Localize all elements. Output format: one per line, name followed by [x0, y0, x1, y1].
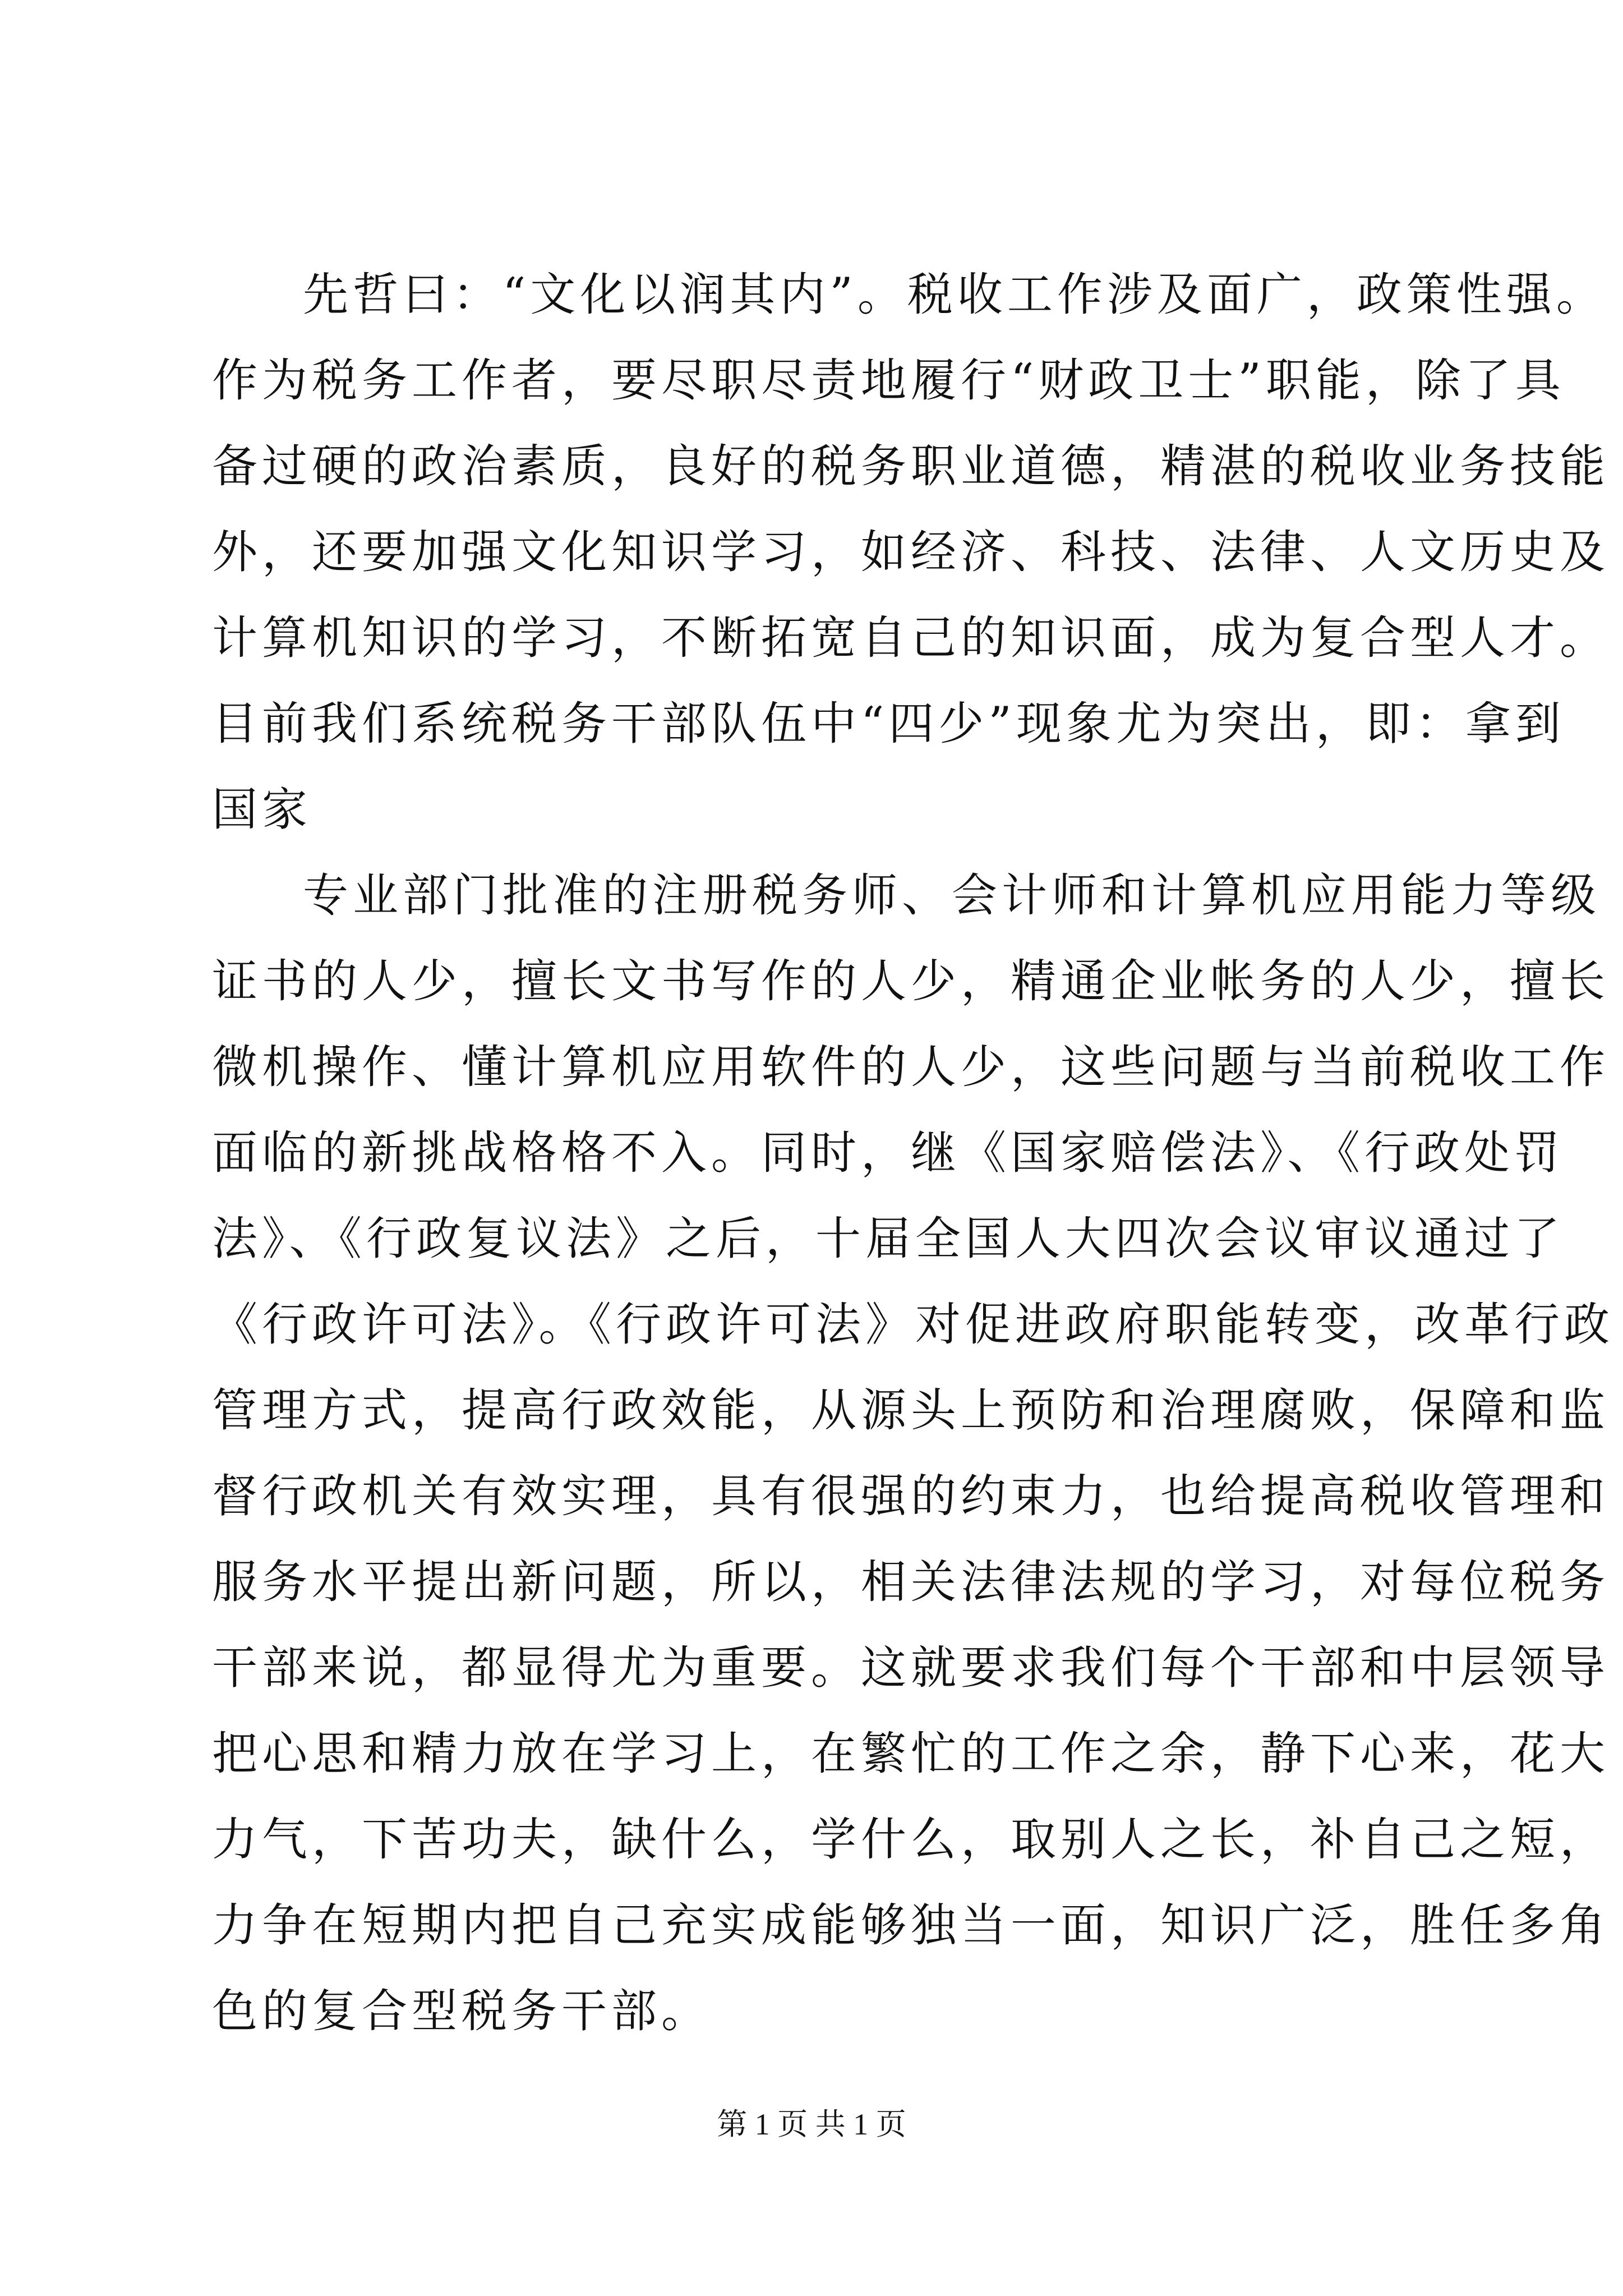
- text-line: 色的复合型税务干部。: [212, 1985, 712, 2038]
- text-line: 目前我们系统税务干部队伍中“四少”现象尤为突出，即：拿到: [212, 698, 1565, 751]
- text-line: 把心思和精力放在学习上，在繁忙的工作之余，静下心来，花大: [212, 1728, 1610, 1780]
- text-line: 证书的人少，擅长文书写作的人少，精通企业帐务的人少，擅长: [212, 955, 1610, 1008]
- text-line: 法》、《行政复议法》之后，十届全国人大四次会议审议通过了: [212, 1213, 1565, 1266]
- text-line: 先哲曰：“文化以润其内”。税收工作涉及面广，政策性强。: [303, 269, 1606, 321]
- text-line: 作为税务工作者，要尽职尽责地履行“财政卫士”职能，除了具: [212, 355, 1565, 407]
- document-body: [212, 252, 1615, 2055]
- text-line: 计算机知识的学习，不断拓宽自己的知识面，成为复合型人才。: [212, 612, 1610, 665]
- text-line: 外，还要加强文化知识学习，如经济、科技、法律、人文历史及: [212, 526, 1610, 579]
- text-line: 力气，下苦功夫，缺什么，学什么，取别人之长，补自己之短，: [212, 1814, 1610, 1866]
- text-line: 面临的新挑战格格不入。同时，继《国家赔偿法》、《行政处罚: [212, 1127, 1565, 1180]
- text-line: 服务水平提出新问题，所以，相关法律法规的学习，对每位税务: [212, 1556, 1610, 1609]
- page-number-footer: 第 1 页 共 1 页: [717, 2108, 906, 2141]
- text-line: 力争在短期内把自己充实成能够独当一面，知识广泛，胜任多角: [212, 1899, 1610, 1952]
- text-line: 备过硬的政治素质，良好的税务职业道德，精湛的税收业务技能: [212, 440, 1610, 493]
- text-line: 国家: [212, 784, 312, 836]
- text-line: 《行政许可法》。《行政许可法》对促进政府职能转变，改革行政: [212, 1299, 1615, 1351]
- text-line: 专业部门批准的注册税务师、会计师和计算机应用能力等级: [303, 869, 1601, 922]
- text-line: 微机操作、懂计算机应用软件的人少，这些问题与当前税收工作: [212, 1041, 1610, 1094]
- text-line: 督行政机关有效实理，具有很强的约束力，也给提高税收管理和: [212, 1470, 1610, 1523]
- text-line: 管理方式，提高行政效能，从源头上预防和治理腐败，保障和监: [212, 1384, 1610, 1437]
- text-line: 干部来说，都显得尤为重要。这就要求我们每个干部和中层领导: [212, 1642, 1610, 1695]
